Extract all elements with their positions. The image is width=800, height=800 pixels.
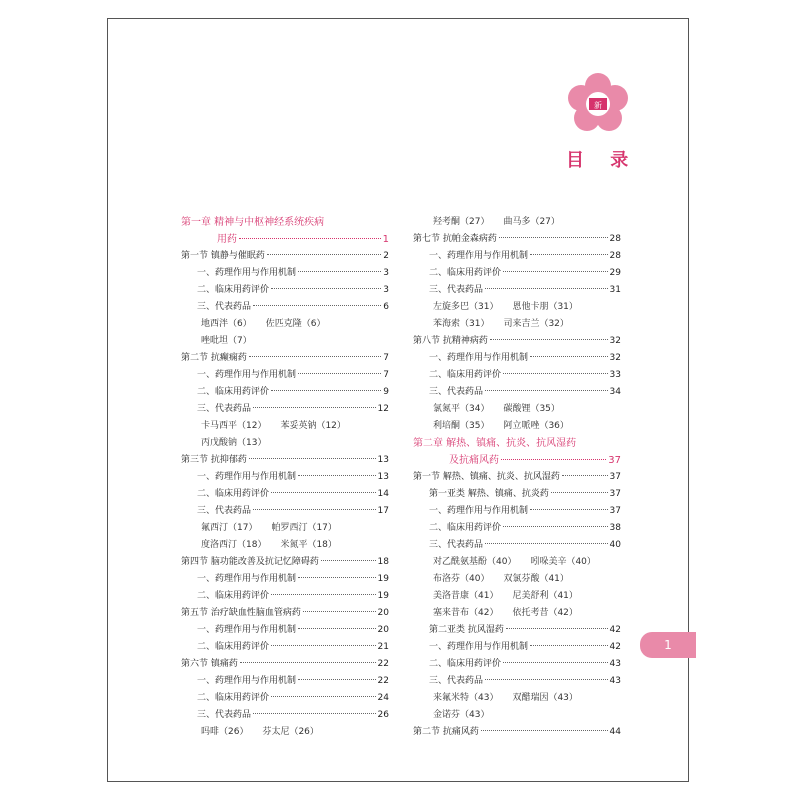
toc-subentry [181, 384, 389, 401]
toc-drug: 利培酮（35） [433, 421, 490, 431]
toc-subentry [413, 367, 621, 384]
toc-page-number: 13 [377, 472, 389, 482]
toc-leader-dots [530, 645, 608, 646]
toc-leader-dots [271, 288, 381, 289]
toc-drug-list [413, 401, 621, 418]
toc-entry [181, 248, 389, 265]
toc-subentry [181, 486, 389, 503]
toc-entry-title: 第二亚类 抗风湿药 [429, 625, 504, 635]
toc-subentry [181, 588, 389, 605]
toc-drug: 帕罗西汀（17） [271, 523, 337, 533]
toc-page-number: 2 [383, 251, 389, 261]
toc-leader-dots [267, 254, 381, 255]
toc-leader-dots [271, 390, 381, 391]
toc-entry-title: 一、药理作用与作用机制 [429, 506, 529, 516]
toc-drug: 曲马多（27） [503, 217, 560, 227]
toc-entry-title: 一、药理作用与作用机制 [429, 353, 529, 363]
toc-drug: 卡马西平（12） [201, 421, 267, 431]
toc-page-number: 29 [609, 268, 621, 278]
toc-subentry [413, 673, 621, 690]
toc-drug: 阿立哌唑（36） [503, 421, 569, 431]
toc-entry-title: 一、药理作用与作用机制 [429, 642, 529, 652]
toc-entry-title: 一、药理作用与作用机制 [197, 625, 297, 635]
toc-entry-title: 三、代表药品 [429, 540, 484, 550]
toc-drug: 氟西汀（17） [201, 523, 258, 533]
toc-drug: 美洛昔康（41） [433, 591, 499, 601]
toc-entry-title: 三、代表药品 [429, 285, 484, 295]
toc-entry [181, 605, 389, 622]
toc-leader-dots [298, 679, 376, 680]
toc-page-number: 42 [609, 642, 621, 652]
toc-drug-list [413, 554, 621, 571]
toc-right-column [413, 214, 621, 741]
toc-page-number: 37 [609, 472, 621, 482]
toc-drug: 唑吡坦（7） [201, 336, 252, 346]
toc-page-number: 40 [609, 540, 621, 550]
toc-subentry [181, 707, 389, 724]
toc-drug: 地西泮（6） [201, 319, 252, 329]
toc-drug: 羟考酮（27） [433, 217, 490, 227]
toc-entry-title: 三、代表药品 [429, 676, 484, 686]
toc-leader-dots [506, 628, 608, 629]
toc-drug-list [413, 605, 621, 622]
toc-entry-title: 第八节 抗精神病药 [413, 336, 488, 346]
toc-drug: 碳酸锂（35） [503, 404, 560, 414]
toc-page-number: 19 [377, 574, 389, 584]
toc-leader-dots [485, 390, 608, 391]
toc-subclass [413, 622, 621, 639]
toc-page-number: 7 [383, 353, 389, 363]
toc-subentry [413, 384, 621, 401]
toc-leader-dots [271, 594, 376, 595]
toc-drug-list [413, 571, 621, 588]
toc-drug: 司来吉兰（32） [503, 319, 569, 329]
toc-entry-title: 二、临床用药评价 [197, 693, 270, 703]
toc-entry-title: 二、临床用药评价 [429, 370, 502, 380]
toc-leader-dots [253, 407, 376, 408]
toc-leader-dots [253, 713, 376, 714]
svg-text:新: 新 [594, 101, 602, 110]
toc-leader-dots [481, 730, 608, 731]
toc-subentry [181, 265, 389, 282]
toc-entry-title: 一、药理作用与作用机制 [197, 370, 297, 380]
toc-entry-title: 一、药理作用与作用机制 [197, 472, 297, 482]
toc-page-number: 28 [609, 234, 621, 244]
toc-entry [413, 231, 621, 248]
toc-entry-title: 第四节 脑功能改善及抗记忆障碍药 [181, 557, 319, 567]
toc-page-number: 31 [609, 285, 621, 295]
toc-drug: 苯海索（31） [433, 319, 490, 329]
toc-leader-dots [321, 560, 376, 561]
toc-drug: 度洛西汀（18） [201, 540, 267, 550]
toc-drug: 左旋多巴（31） [433, 302, 499, 312]
toc-drug: 吗啡（26） [201, 727, 249, 737]
toc-entry-title: 二、临床用药评价 [429, 523, 502, 533]
toc-entry-title: 二、临床用药评价 [197, 387, 270, 397]
toc-leader-dots [271, 645, 376, 646]
toc-leader-dots [239, 238, 381, 239]
toc-leader-dots [271, 696, 376, 697]
toc-page-number: 37 [609, 489, 621, 499]
toc-subentry [413, 282, 621, 299]
toc-leader-dots [501, 459, 606, 460]
toc-drug-list [413, 316, 621, 333]
toc-entry-title: 用药 [217, 234, 237, 245]
flower-logo-icon [566, 72, 630, 136]
toc-drug: 金诺芬（43） [433, 710, 490, 720]
toc-leader-dots [271, 492, 376, 493]
toc-drug: 尼美舒利（41） [512, 591, 578, 601]
toc-drug-list [181, 724, 389, 741]
toc-page-number: 17 [377, 506, 389, 516]
toc-leader-dots [485, 543, 608, 544]
toc-chapter [413, 435, 621, 452]
toc-entry-title: 第六节 镇痛药 [181, 659, 238, 669]
toc-leader-dots [298, 577, 376, 578]
toc-page-number: 7 [383, 370, 389, 380]
toc-subentry [181, 469, 389, 486]
toc-subentry [413, 503, 621, 520]
toc-entry-title: 一、药理作用与作用机制 [197, 676, 297, 686]
toc-page-number: 20 [377, 625, 389, 635]
toc-page-number: 34 [609, 387, 621, 397]
toc-subentry [413, 265, 621, 282]
toc-entry-title: 一、药理作用与作用机制 [197, 268, 297, 278]
toc-page-number: 37 [608, 455, 621, 466]
toc-entry-title: 三、代表药品 [197, 506, 252, 516]
toc-leader-dots [530, 254, 608, 255]
toc-entry [181, 452, 389, 469]
toc-page-number: 32 [609, 353, 621, 363]
toc-subentry [181, 367, 389, 384]
toc-drug-list [413, 299, 621, 316]
page-title: 目 录 [566, 150, 639, 171]
toc-entry-title: 二、临床用药评价 [429, 268, 502, 278]
toc-page-number: 3 [383, 285, 389, 295]
toc-entry-title: 二、临床用药评价 [197, 489, 270, 499]
toc-leader-dots [551, 492, 608, 493]
toc-entry-title: 第七节 抗帕金森病药 [413, 234, 497, 244]
toc-entry-title: 三、代表药品 [429, 387, 484, 397]
toc-page-number: 43 [609, 659, 621, 669]
toc-entry-title: 二、临床用药评价 [197, 591, 270, 601]
page-number-tab: 1 [640, 632, 696, 658]
toc-leader-dots [303, 611, 376, 612]
toc-entry-title: 二、临床用药评价 [197, 642, 270, 652]
toc-entry-title: 第二节 抗痛风药 [413, 727, 479, 737]
toc-subentry [181, 401, 389, 418]
toc-entry-title: 第三节 抗抑郁药 [181, 455, 247, 465]
toc-chapter [413, 452, 621, 469]
toc-leader-dots [253, 305, 381, 306]
toc-entry-title: 三、代表药品 [197, 302, 252, 312]
toc-subentry [413, 537, 621, 554]
toc-entry-title: 第一亚类 解热、镇痛、抗炎药 [429, 489, 549, 499]
toc-drug-list [413, 588, 621, 605]
toc-leader-dots [503, 373, 608, 374]
toc-entry-title: 第五节 治疗缺血性脑血管病药 [181, 608, 301, 618]
toc-entry [181, 350, 389, 367]
toc-page-number: 22 [377, 659, 389, 669]
toc-leader-dots [249, 458, 376, 459]
toc-subentry [413, 350, 621, 367]
toc-subentry [181, 299, 389, 316]
toc-page-number: 1 [382, 234, 389, 245]
toc-leader-dots [485, 288, 608, 289]
toc-leader-dots [503, 271, 608, 272]
toc-subentry [181, 571, 389, 588]
toc-leader-dots [298, 373, 381, 374]
toc-page-number: 22 [377, 676, 389, 686]
toc-leader-dots [298, 628, 376, 629]
toc-drug-list [181, 435, 389, 452]
toc-page-number: 21 [377, 642, 389, 652]
toc-subentry [181, 503, 389, 520]
toc-drug: 对乙酰氨基酚（40） [433, 557, 517, 567]
toc-drug: 芬太尼（26） [262, 727, 319, 737]
toc-entry-title: 第二节 抗癫痫药 [181, 353, 247, 363]
toc-entry-title: 三、代表药品 [197, 710, 252, 720]
toc-drug-list [181, 316, 389, 333]
toc-page-number: 9 [383, 387, 389, 397]
toc-drug-list [181, 418, 389, 435]
toc-drug-list [181, 333, 389, 350]
toc-drug-list [181, 520, 389, 537]
toc-page-number: 33 [609, 370, 621, 380]
toc-leader-dots [503, 662, 608, 663]
toc-page-number: 12 [377, 404, 389, 414]
toc-entry-title: 第一章 精神与中枢神经系统疾病 [181, 217, 325, 228]
toc-leader-dots [562, 475, 608, 476]
toc-page-number: 37 [609, 506, 621, 516]
toc-page-number: 20 [377, 608, 389, 618]
toc-page-number: 43 [609, 676, 621, 686]
toc-leader-dots [240, 662, 376, 663]
toc-page-number: 26 [377, 710, 389, 720]
toc-page-number: 13 [377, 455, 389, 465]
toc-subentry [181, 673, 389, 690]
toc-drug: 依托考昔（42） [512, 608, 578, 618]
toc-leader-dots [298, 475, 376, 476]
toc-drug: 恩他卡朋（31） [512, 302, 578, 312]
toc-subentry [181, 622, 389, 639]
toc-entry-title: 第一节 镇静与催眠药 [181, 251, 265, 261]
toc-page-number: 42 [609, 625, 621, 635]
toc-drug-list [413, 690, 621, 707]
toc-entry-title: 三、代表药品 [197, 404, 252, 414]
toc-subentry [181, 282, 389, 299]
toc-drug-list [413, 418, 621, 435]
toc-entry-title: 第一节 解热、镇痛、抗炎、抗风湿药 [413, 472, 560, 482]
toc-page-number: 24 [377, 693, 389, 703]
toc-subentry [413, 656, 621, 673]
toc-leader-dots [298, 271, 381, 272]
toc-entry-title: 二、临床用药评价 [429, 659, 502, 669]
toc-entry-title: 一、药理作用与作用机制 [429, 251, 529, 261]
toc-entry-title: 及抗痛风药 [449, 455, 499, 466]
toc-page-number: 6 [383, 302, 389, 312]
toc-entry [413, 469, 621, 486]
toc-entry [181, 656, 389, 673]
toc-leader-dots [499, 237, 608, 238]
toc-drug: 佐匹克隆（6） [265, 319, 326, 329]
toc-leader-dots [490, 339, 608, 340]
toc-leader-dots [253, 509, 376, 510]
toc-entry [413, 724, 621, 741]
toc-entry-title: 一、药理作用与作用机制 [197, 574, 297, 584]
toc-entry [413, 333, 621, 350]
toc-drug: 丙戊酸钠（13） [201, 438, 267, 448]
toc-chapter [181, 214, 389, 231]
toc-entry-title: 第二章 解热、镇痛、抗炎、抗风湿药 [413, 438, 577, 449]
toc-page-number: 38 [609, 523, 621, 533]
toc-page-number: 18 [377, 557, 389, 567]
toc-page-number: 44 [609, 727, 621, 737]
toc-drug: 苯妥英钠（12） [280, 421, 346, 431]
toc-subentry [181, 639, 389, 656]
toc-leader-dots [503, 526, 608, 527]
toc-entry-title: 二、临床用药评价 [197, 285, 270, 295]
toc-leader-dots [249, 356, 381, 357]
toc-subclass [413, 486, 621, 503]
toc-drug: 氯氮平（34） [433, 404, 490, 414]
toc-subentry [413, 248, 621, 265]
toc-page-number: 14 [377, 489, 389, 499]
toc-leader-dots [485, 679, 608, 680]
toc-drug: 塞来昔布（42） [433, 608, 499, 618]
toc-drug: 来氟米特（43） [433, 693, 499, 703]
toc-drug-list [181, 537, 389, 554]
toc-drug-list [413, 707, 621, 724]
toc-page-number: 19 [377, 591, 389, 601]
toc-subentry [413, 639, 621, 656]
toc-page-number: 32 [609, 336, 621, 346]
toc-subentry [181, 690, 389, 707]
toc-drug-list [413, 214, 621, 231]
toc-page-number: 28 [609, 251, 621, 261]
toc-leader-dots [530, 509, 608, 510]
toc-subentry [413, 520, 621, 537]
toc-drug: 布洛芬（40） [433, 574, 490, 584]
toc-drug: 米氮平（18） [280, 540, 337, 550]
toc-drug: 双氯芬酸（41） [503, 574, 569, 584]
toc-leader-dots [530, 356, 608, 357]
toc-drug: 双醋瑞因（43） [512, 693, 578, 703]
toc-chapter [181, 231, 389, 248]
toc-left-column [181, 214, 389, 741]
toc-drug: 吲哚美辛（40） [530, 557, 596, 567]
toc-page-number: 3 [383, 268, 389, 278]
toc-entry [181, 554, 389, 571]
